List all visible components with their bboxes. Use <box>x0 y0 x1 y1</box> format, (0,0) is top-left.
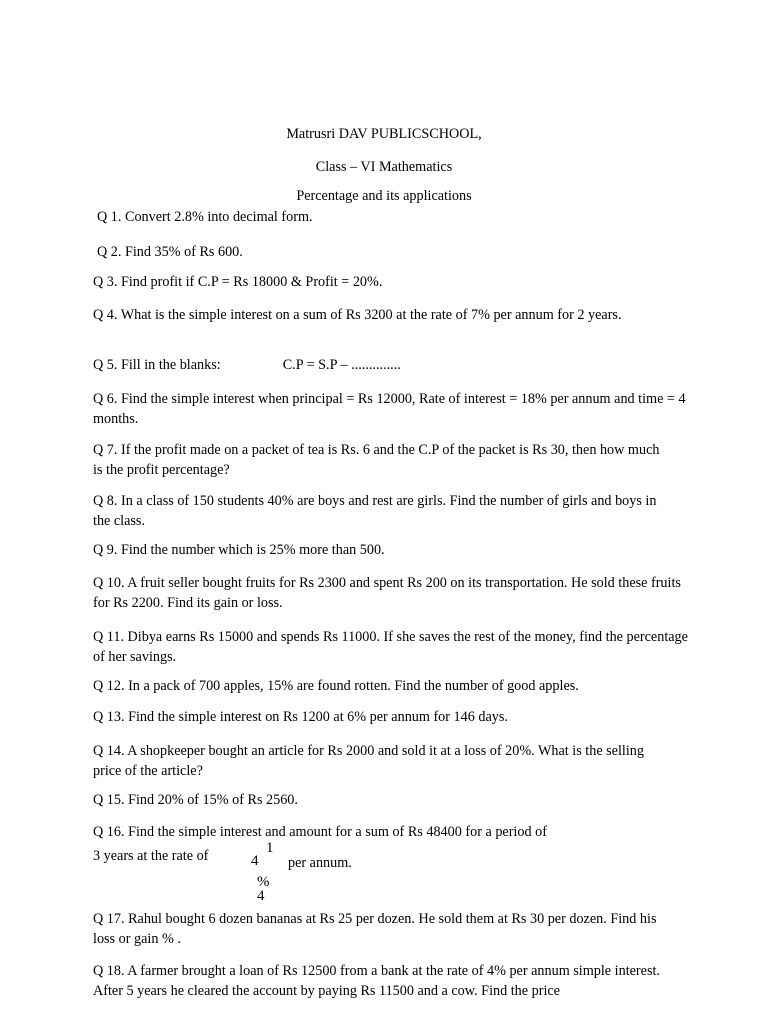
question-5 <box>93 357 401 374</box>
question-10: Q 10. A fruit seller bought fruits for Rs 2300 and spent Rs 200 on its transportation. He sold these fruits for Rs 2200. Find its gain or loss. <box>93 575 681 611</box>
rate-denominator: 4 <box>257 888 265 904</box>
class-title: Class – VI Mathematics <box>315 159 453 175</box>
rate-whole-number: 4 <box>251 853 259 869</box>
question-14: Q 14. A shopkeeper bought an article for Rs 2000 and sold it at a loss of 20%. What is the selling price of the article? <box>93 743 644 779</box>
question-13: Q 13. Find the simple interest on Rs 1200 at 6% per annum for 146 days. <box>93 709 508 725</box>
question-6: Q 6. Find the simple interest when principal = Rs 12000, Rate of interest = 18% per annum and time = 4 months. <box>93 391 686 427</box>
question-15: Q 15. Find 20% of 15% of Rs 2560. <box>93 792 298 808</box>
question-11: Q 11. Dibya earns Rs 15000 and spends Rs 11000. If she saves the rest of the money, find the percentage of her savings. <box>93 629 688 665</box>
topic-title: Percentage and its applications <box>296 188 472 204</box>
rate-numerator: 1 <box>266 840 274 856</box>
question-7: Q 7. If the profit made on a packet of tea is Rs. 6 and the C.P of the packet is Rs 30, then how much is the profit percentage? <box>93 442 660 478</box>
question-16-line1: Q 16. Find the simple interest and amount for a sum of Rs 48400 for a period of <box>93 824 547 840</box>
question-3: Q 3. Find profit if C.P = Rs 18000 & Profit = 20%. <box>93 274 383 290</box>
rate-percent-sign: % <box>257 874 270 890</box>
question-9: Q 9. Find the number which is 25% more than 500. <box>93 542 385 558</box>
question-16-tail: per annum. <box>288 855 352 871</box>
question-16-line2: 3 years at the rate of <box>93 848 209 864</box>
question-17: Q 17. Rahul bought 6 dozen bananas at Rs 25 per dozen. He sold them at Rs 30 per dozen. Find his loss or gain % . <box>93 911 657 947</box>
question-5-label: Q 5. Fill in the blanks: <box>93 357 221 373</box>
question-8: Q 8. In a class of 150 students 40% are boys and rest are girls. Find the number of girls and boys in the class. <box>93 493 657 529</box>
question-4: Q 4. What is the simple interest on a sum of Rs 3200 at the rate of 7% per annum for 2 years. <box>93 307 622 323</box>
question-18: Q 18. A farmer brought a loan of Rs 12500 from a bank at the rate of 4% per annum simple interest. After 5 years he cleared the account by paying Rs 11500 and a cow. Find the price <box>93 963 660 999</box>
question-2: Q 2. Find 35% of Rs 600. <box>97 244 243 260</box>
question-1: Q 1. Convert 2.8% into decimal form. <box>97 209 313 225</box>
school-name: Matrusri DAV PUBLICSCHOOL, <box>286 126 482 142</box>
question-5-expression: C.P = S.P – .............. <box>282 357 401 373</box>
question-12: Q 12. In a pack of 700 apples, 15% are found rotten. Find the number of good apples. <box>93 678 579 694</box>
